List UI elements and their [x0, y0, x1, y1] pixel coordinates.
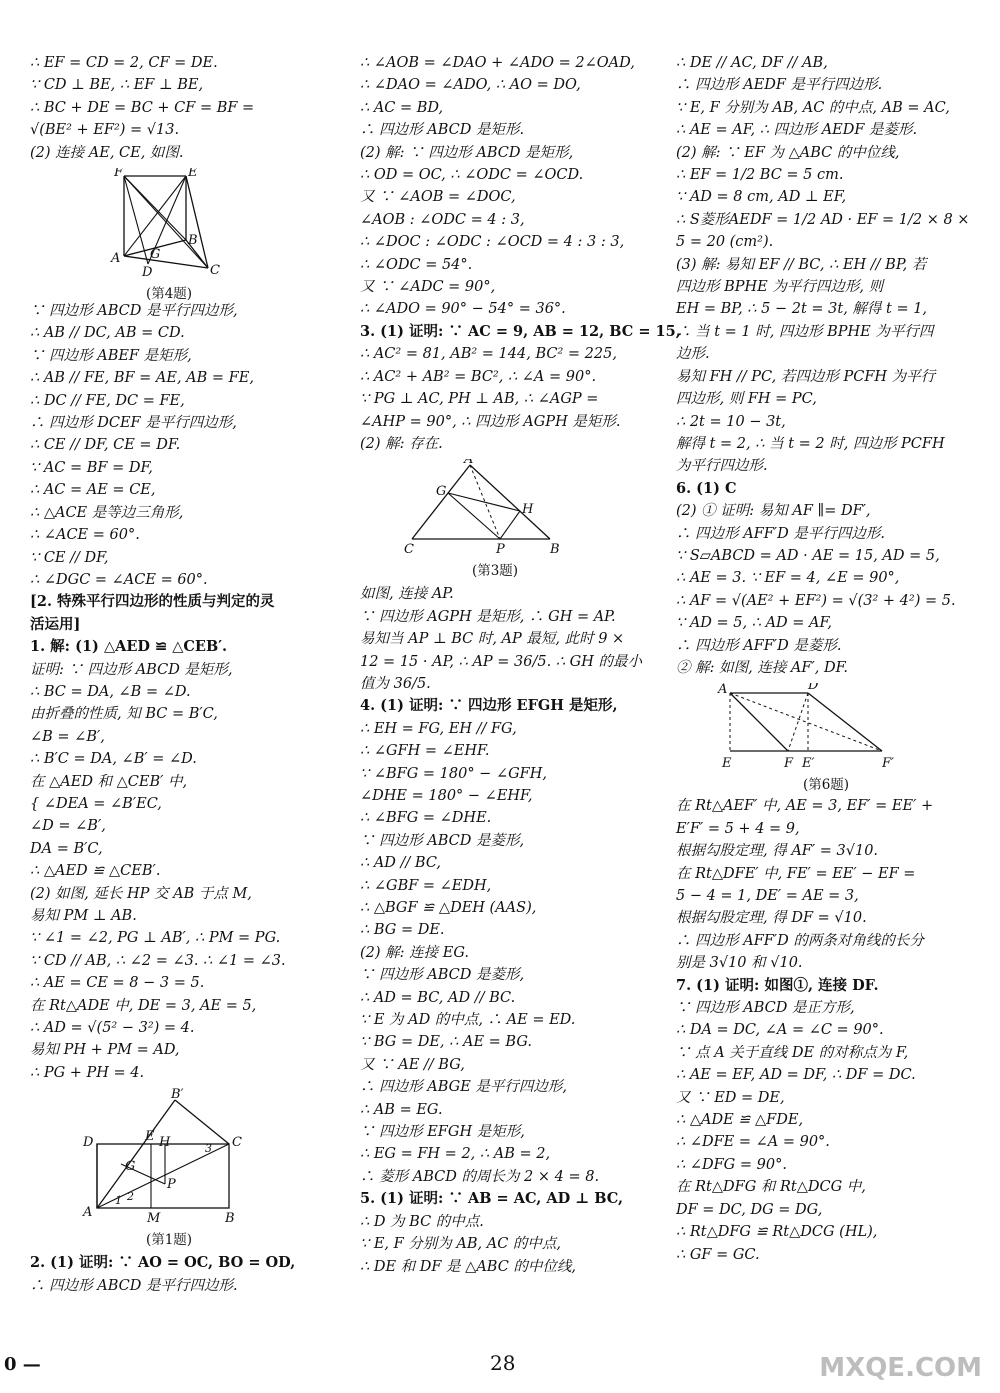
middle-col-line: (2) 解: 存在. [360, 435, 443, 452]
right-col-line: DF = DC, DG = DG, [676, 1201, 823, 1218]
left-col-line: ∠D = ∠B′, [30, 818, 106, 835]
svg-text:2: 2 [127, 1190, 134, 1204]
svg-text:E: E [722, 756, 732, 770]
middle-col-line: ∵ 四边形 ABCD 是菱形, [360, 832, 525, 849]
left-col-line: ∴ AB // DC, AB = CD. [30, 325, 185, 342]
svg-text:D: D [83, 1135, 94, 1151]
svg-text:F: F [784, 756, 794, 770]
middle-col-line: ∠AOB : ∠ODC = 4 : 3, [360, 211, 525, 228]
svg-text:H: H [522, 502, 534, 518]
svg-text:B: B [550, 542, 560, 556]
left-col-line: √(BE² + EF²) = √13. [30, 122, 180, 139]
right-col-line: 根据勾股定理, 得 DF = √10. [676, 910, 867, 927]
middle-col-line: ∴ ∠AOB = ∠DAO + ∠ADO = 2∠OAD, [360, 55, 635, 71]
right-col-line: 易知 FH // PC, 若四边形 PCFH 为平行 [676, 368, 936, 385]
svg-text:B: B [188, 233, 198, 249]
middle-col-line: 又 ∵ ∠AOB = ∠DOC, [360, 189, 516, 206]
column-right-lines-b [676, 795, 976, 1266]
right-col-line: EH = BP, ∴ 5 − 2t = 3t, 解得 t = 1, [676, 301, 928, 318]
right-col-line: 7. (1) 证明: 如图①, 连接 DF. [676, 976, 879, 994]
right-col-line: 解得 t = 2, ∴ 当 t = 2 时, 四边形 PCFH [676, 435, 945, 452]
right-col-line: ∵ AD = 8 cm, AD ⊥ EF, [676, 189, 847, 206]
middle-col-line: ∴ EG = FH = 2, ∴ AB = 2, [360, 1146, 551, 1163]
left-col-line: 在 Rt△ADE 中, DE = 3, AE = 5, [30, 997, 257, 1014]
svg-text:C: C [232, 1135, 242, 1151]
left-col-line: 证明: ∵ 四边形 ABCD 是矩形, [30, 661, 233, 678]
column-middle-lines-a [360, 52, 681, 455]
left-col-line: ∴ ∠DGC = ∠ACE = 60°. [30, 571, 208, 588]
left-col-line: DA = B′C, [30, 840, 103, 857]
svg-text:C: C [210, 263, 220, 279]
left-col-line: ∴ AB // FE, BF = AE, AB = FE, [30, 370, 254, 387]
left-col-line: ∵ CD // AB, ∴ ∠2 = ∠3. ∴ ∠1 = ∠3. [30, 952, 286, 969]
right-col-line: ∴ 当 t = 1 时, 四边形 BPHE 为平行四 [676, 323, 934, 340]
left-col-line: 易知 PM ⊥ AB. [30, 908, 137, 924]
middle-col-line: ∠AHP = 90°, ∴ 四边形 AGPH 是矩形. [360, 413, 621, 430]
left-col-line: 由折叠的性质, 知 BC = B′C, [30, 706, 218, 723]
left-col-line: ∵ AC = BF = DF, [30, 459, 153, 476]
figure-6-diagram [716, 683, 906, 769]
middle-col-line: ∴ ∠ODC = 54°. [360, 256, 473, 273]
left-col-line: (2) 如图, 延长 HP 交 AB 于点 M, [30, 885, 252, 902]
right-col-line: ∴ GF = GC. [676, 1246, 760, 1263]
figure-6 [676, 683, 976, 794]
left-col-line: ∴ AD = √(5² − 3²) = 4. [30, 1020, 195, 1037]
middle-col-line: ∴ OD = OC, ∴ ∠ODC = ∠OCD. [360, 167, 584, 184]
left-col-line: ∴ B′C = DA, ∠B′ = ∠D. [30, 751, 197, 768]
left-col-line: { ∠DEA = ∠B′EC, [30, 795, 162, 812]
middle-col-line: ∵ ∠BFG = 180° − ∠GFH, [360, 765, 547, 782]
middle-col-line: ∴ AC = BD, [360, 99, 444, 116]
middle-col-line: ∴ 菱形 ABCD 的周长为 2 × 4 = 8. [360, 1168, 600, 1185]
right-col-line: ∴ 四边形 AFF′D 是菱形. [676, 637, 842, 654]
middle-col-line: ∴ AC² = 81, AB² = 144, BC² = 225, [360, 346, 617, 363]
right-col-line: ∴ △ADE ≌ △FDE, [676, 1112, 804, 1129]
svg-text:E: E [145, 1129, 155, 1145]
middle-col-line: ∴ BG = DE. [360, 922, 445, 939]
middle-col-line: ∵ E 为 AD 的中点, ∴ AE = ED. [360, 1012, 576, 1029]
right-col-line: (3) 解: 易知 EF // BC, ∴ EH // BP, 若 [676, 256, 927, 273]
right-col-line: ∴ S菱形AEDF = 1/2 AD · EF = 1/2 × 8 × [676, 211, 970, 228]
svg-text:A: A [464, 459, 474, 468]
left-col-line: ∴ 四边形 DCEF 是平行四边形, [30, 415, 237, 432]
middle-col-line: 5. (1) 证明: ∵ AB = AC, AD ⊥ BC, [360, 1190, 624, 1208]
left-col-line: ∴ ∠ACE = 60°. [30, 527, 140, 544]
right-col-line: 又 ∵ ED = DE, [676, 1089, 785, 1106]
left-col-line: 1. 解: (1) △AED ≌ △CEB′. [30, 638, 228, 656]
left-col-line: ∴ △ACE 是等边三角形, [30, 504, 184, 521]
left-col-line: (2) 连接 AE, CE, 如图. [30, 144, 184, 161]
svg-text:E′: E′ [802, 756, 815, 770]
svg-text:D: D [142, 265, 153, 279]
right-col-line: ∴ Rt△DFG ≌ Rt△DCG (HL), [676, 1224, 878, 1241]
right-col-line: 5 − 4 = 1, DE′ = AE = 3, [676, 888, 859, 904]
left-col-line: ∴ BC = DA, ∠B = ∠D. [30, 683, 191, 700]
column-left [30, 52, 308, 1297]
middle-col-line: ∴ AC² + AB² = BC², ∴ ∠A = 90°. [360, 368, 597, 385]
left-col-line: ∠B = ∠B′, [30, 728, 105, 745]
middle-col-line: 4. (1) 证明: ∵ 四边形 EFGH 是矩形, [360, 697, 618, 715]
column-right-lines-a [676, 52, 976, 679]
middle-col-line: ∴ AB = EG. [360, 1101, 443, 1118]
svg-text:M: M [147, 1211, 161, 1225]
left-col-line: ∵ CE // DF, [30, 549, 109, 566]
svg-text:P: P [496, 542, 505, 556]
column-right [676, 52, 976, 1266]
figure-1 [30, 1088, 308, 1248]
left-col-line: 活运用] [30, 615, 81, 633]
right-col-line: ∴ DE // AC, DF // AB, [676, 55, 828, 71]
right-col-line: ∴ 四边形 AFF′D 是平行四边形. [676, 525, 885, 542]
left-col-line: ∴ AC = AE = CE, [30, 482, 156, 499]
svg-text:A: A [83, 1205, 93, 1221]
figure-3-diagram [400, 459, 570, 555]
left-col-line: ∴ CE // DF, CE = DF. [30, 437, 181, 454]
right-col-line: (2) ① 证明: 易知 AF ∥= DF′, [676, 503, 871, 520]
middle-col-line: ∴ EH = FG, EH // FG, [360, 720, 517, 737]
middle-col-line: ∴ △BGF ≌ △DEH (AAS), [360, 900, 537, 916]
svg-text:G: G [125, 1159, 136, 1175]
figure-4-diagram [108, 168, 248, 278]
left-col-line: 易知 PH + PM = AD, [30, 1042, 180, 1059]
right-col-line: ② 解: 如图, 连接 AF′, DF. [676, 659, 849, 676]
right-col-line: ∴ ∠DFG = 90°. [676, 1156, 787, 1173]
svg-text:G: G [436, 484, 447, 500]
right-col-line: ∴ 四边形 AEDF 是平行四边形. [676, 77, 883, 94]
right-col-line: ∴ ∠DFE = ∠A = 90°. [676, 1134, 830, 1151]
svg-text:1: 1 [115, 1194, 122, 1208]
right-col-line: (2) 解: ∵ EF 为 △ABC 的中位线, [676, 144, 900, 161]
figure-4-caption: (第4题) [145, 286, 193, 303]
middle-col-line: 如图, 连接 AP. [360, 586, 454, 603]
left-col-line: ∵ 四边形 ABEF 是矩形, [30, 347, 192, 364]
right-col-line: ∵ AD = 5, ∴ AD = AF, [676, 615, 832, 632]
svg-text:A: A [718, 683, 728, 698]
middle-col-line: ∵ 四边形 ABCD 是菱形, [360, 967, 525, 984]
left-col-line: ∴ PG + PH = 4. [30, 1064, 145, 1081]
right-col-line: ∴ AE = EF, AD = DF, ∴ DF = DC. [676, 1067, 916, 1084]
left-col-line: ∴ △AED ≌ △CEB′. [30, 863, 161, 880]
left-col-line: 2. (1) 证明: ∵ AO = OC, BO = OD, [30, 1254, 296, 1272]
right-col-line: 6. (1) C [676, 479, 737, 497]
figure-6-caption: (第6题) [802, 777, 850, 794]
left-col-line: ∵ 四边形 ABCD 是平行四边形, [30, 303, 238, 320]
right-col-line: 在 Rt△AEF′ 中, AE = 3, EF′ = EE′ + [676, 798, 934, 815]
middle-col-line: (2) 解: 连接 EG. [360, 944, 470, 961]
middle-col-line: ∴ ∠ADO = 90° − 54° = 36°. [360, 301, 566, 318]
right-col-line: 5 = 20 (cm²). [676, 234, 774, 251]
right-col-line: 边形. [676, 346, 710, 363]
middle-col-line: ∴ ∠GBF = ∠EDH, [360, 877, 492, 894]
left-col-line: ∴ BC + DE = BC + CF = BF = [30, 99, 255, 116]
right-col-line: 在 Rt△DFE′ 中, FE′ = EE′ − EF = [676, 865, 916, 882]
svg-text:F′: F′ [882, 756, 894, 770]
middle-col-line: ∵ BG = DE, ∴ AE = BG. [360, 1034, 532, 1051]
middle-col-line: ∵ 四边形 AGPH 是矩形, ∴ GH = AP. [360, 608, 616, 625]
right-col-line: 四边形, 则 FH = PC, [676, 391, 817, 408]
middle-col-line: ∵ E, F 分别为 AB, AC 的中点, [360, 1236, 562, 1253]
middle-col-line: ∴ AD = BC, AD // BC. [360, 989, 516, 1006]
middle-col-line: ∴ ∠BFG = ∠DHE. [360, 810, 492, 827]
figure-4 [30, 168, 308, 303]
middle-col-line: ∴ AD // BC, [360, 855, 442, 872]
middle-col-line: ∴ DE 和 DF 是 △ABC 的中位线, [360, 1258, 577, 1275]
middle-col-line: ∴ ∠DAO = ∠ADO, ∴ AO = DO, [360, 77, 581, 94]
right-col-line: ∴ EF = 1/2 BC = 5 cm. [676, 167, 844, 184]
right-col-line: ∴ DA = DC, ∠A = ∠C = 90°. [676, 1022, 884, 1039]
right-col-line: ∵ 点 A 关于直线 DE 的对称点为 F, [676, 1044, 909, 1061]
left-col-line: ∴ AE = CE = 8 − 3 = 5. [30, 975, 205, 992]
watermark: MXQE.COM [819, 1353, 982, 1383]
left-col-line: ∵ CD ⊥ BE, ∴ EF ⊥ BE, [30, 77, 204, 94]
right-col-line: ∴ AF = √(AE² + EF²) = √(3² + 4²) = 5. [676, 592, 956, 609]
right-col-line: ∴ AE = AF, ∴ 四边形 AEDF 是菱形. [676, 122, 918, 139]
middle-col-line: 3. (1) 证明: ∵ AC = 9, AB = 12, BC = 15, [360, 322, 681, 340]
column-left-lines-b [30, 300, 308, 1084]
right-col-line: 四边形 BPHE 为平行四边形, 则 [676, 279, 884, 296]
left-col-line: ∵ ∠1 = ∠2, PG ⊥ AB′, ∴ PM = PG. [30, 930, 281, 947]
right-col-line: ∴ AE = 3. ∵ EF = 4, ∠E = 90°, [676, 570, 900, 587]
middle-col-line: 又 ∵ ∠ADC = 90°, [360, 279, 496, 296]
right-col-line: ∴ 2t = 10 − 3t, [676, 413, 786, 430]
middle-col-line: ∴ ∠DOC : ∠ODC : ∠OCD = 4 : 3 : 3, [360, 234, 625, 251]
svg-text:H: H [159, 1135, 171, 1151]
right-col-line: 为平行四边形. [676, 458, 768, 475]
left-col-line: ∴ DC // FE, DC = FE, [30, 392, 185, 409]
column-middle [360, 52, 681, 1278]
svg-text:P: P [167, 1177, 176, 1193]
figure-1-diagram [75, 1088, 265, 1224]
column-left-lines-a [30, 52, 308, 164]
svg-text:C: C [404, 542, 414, 556]
left-col-line: ∴ 四边形 ABCD 是平行四边形. [30, 1277, 238, 1294]
right-col-line: E′F′ = 5 + 4 = 9, [676, 820, 800, 837]
page-number: 28 [490, 1351, 516, 1375]
middle-col-line: (2) 解: ∵ 四边形 ABCD 是矩形, [360, 144, 574, 161]
page-marker: 0 — [4, 1354, 41, 1375]
svg-text:E: E [188, 168, 198, 181]
figure-3-caption: (第3题) [471, 563, 519, 580]
middle-col-line: ∵ 四边形 EFGH 是矩形, [360, 1124, 525, 1141]
column-left-lines-c [30, 1252, 308, 1297]
left-col-line: ∴ EF = CD = 2, CF = DE. [30, 55, 218, 71]
middle-col-line: ∴ 四边形 ABGE 是平行四边形, [360, 1079, 567, 1096]
middle-col-line: 易知当 AP ⊥ BC 时, AP 最短, 此时 9 × [360, 631, 625, 648]
middle-col-line: 值为 36/5. [360, 675, 431, 692]
right-col-line: ∵ E, F 分别为 AB, AC 的中点, AB = AC, [676, 99, 950, 116]
right-col-line: 别是 3√10 和 √10. [676, 955, 803, 972]
middle-col-line: 12 = 15 · AP, ∴ AP = 36/5. ∴ GH 的最小 [360, 653, 642, 670]
middle-col-line: 又 ∵ AE // BG, [360, 1056, 465, 1073]
right-col-line: ∵ 四边形 ABCD 是正方形, [676, 1000, 855, 1017]
right-col-line: ∴ 四边形 AFF′D 的两条对角线的长分 [676, 932, 924, 949]
svg-text:F: F [114, 168, 124, 181]
figure-1-caption: (第1题) [145, 1232, 193, 1249]
svg-text:G: G [150, 247, 161, 263]
middle-col-line: ∴ D 为 BC 的中点. [360, 1213, 484, 1230]
right-col-line: 根据勾股定理, 得 AF′ = 3√10. [676, 843, 879, 860]
middle-col-line: ∵ PG ⊥ AC, PH ⊥ AB, ∴ ∠AGP = [360, 391, 599, 408]
svg-text:B′: B′ [171, 1088, 184, 1103]
right-col-line: ∵ S▱ABCD = AD · AE = 15, AD = 5, [676, 547, 940, 564]
svg-text:3: 3 [205, 1142, 212, 1156]
svg-text:A: A [111, 251, 121, 267]
svg-text:B: B [225, 1211, 235, 1225]
right-col-line: 在 Rt△DFG 和 Rt△DCG 中, [676, 1179, 866, 1196]
svg-text:D: D [808, 683, 819, 694]
middle-col-line: ∠DHE = 180° − ∠EHF, [360, 787, 533, 804]
middle-col-line: ∴ 四边形 ABCD 是矩形. [360, 122, 525, 139]
figure-3 [360, 459, 630, 579]
left-col-line: 在 △AED 和 △CEB′ 中, [30, 773, 188, 790]
left-col-line: [2. 特殊平行四边形的性质与判定的灵 [30, 593, 275, 611]
column-middle-lines-b [360, 583, 642, 1278]
middle-col-line: ∴ ∠GFH = ∠EHF. [360, 743, 490, 760]
